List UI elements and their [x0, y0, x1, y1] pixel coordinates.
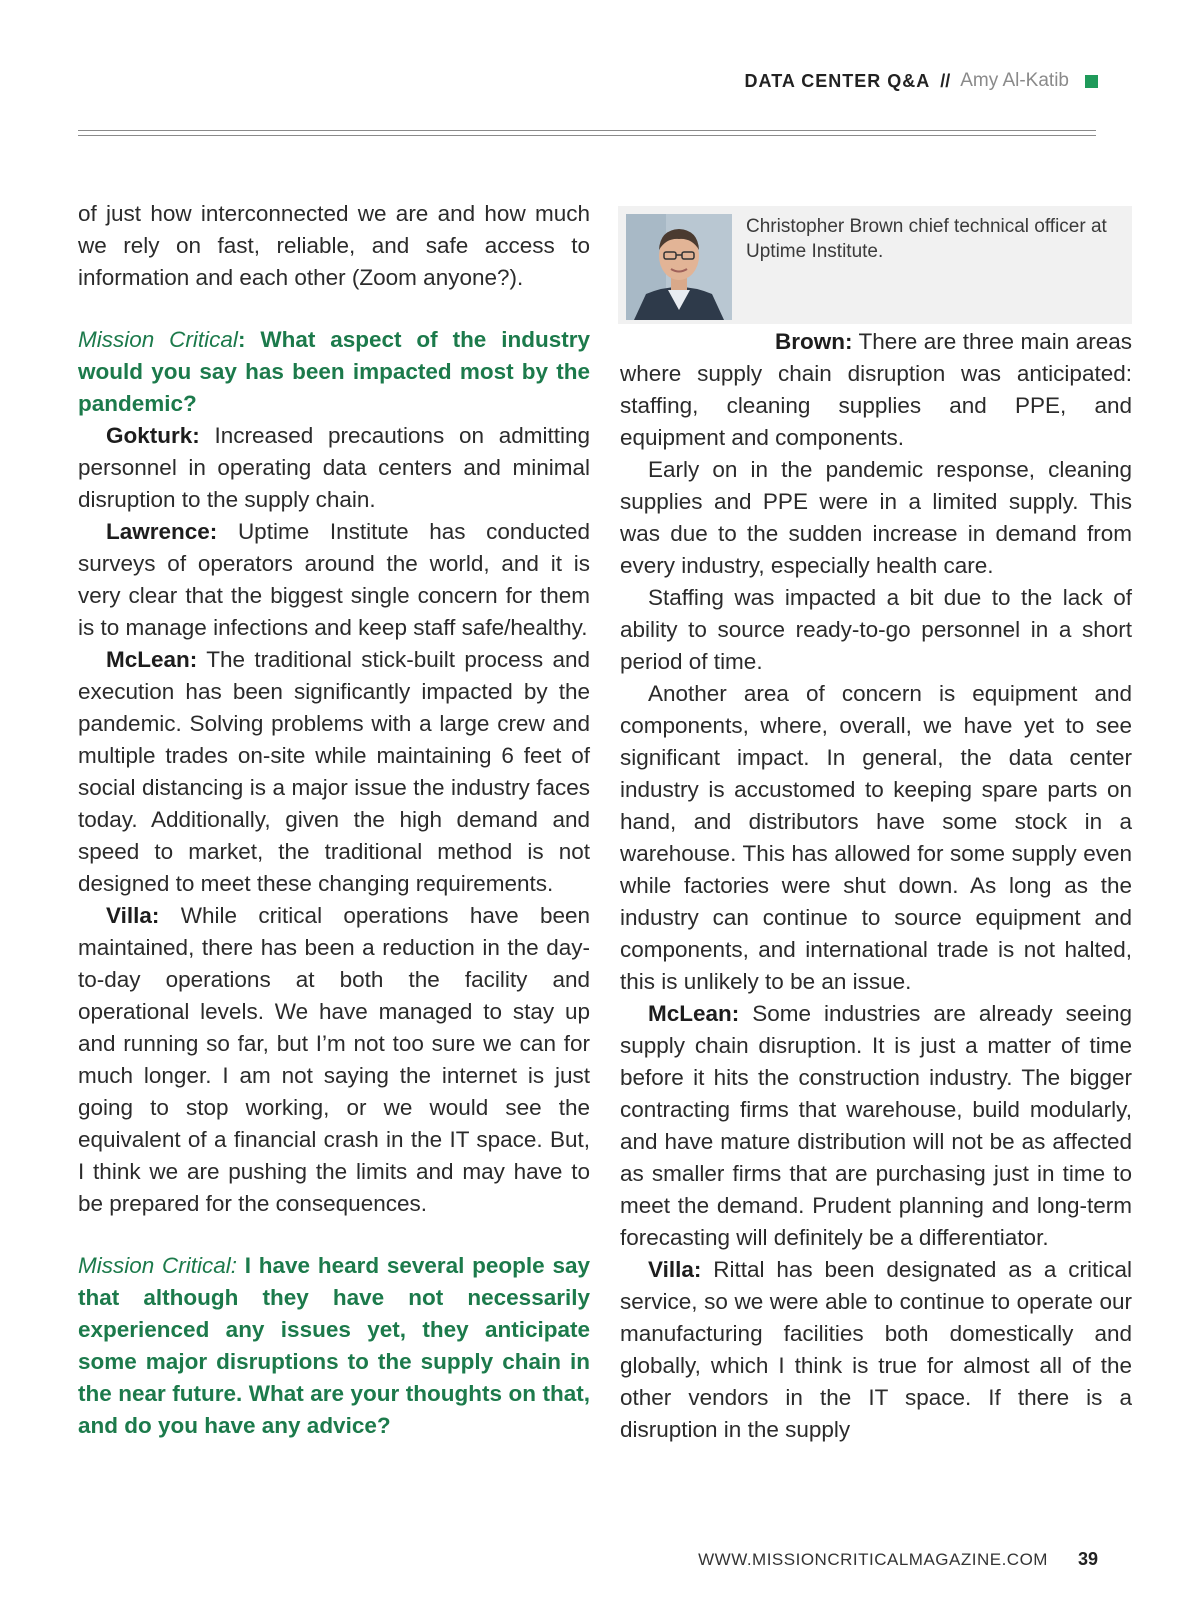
speaker-name: McLean: [106, 647, 198, 672]
paragraph: Staffing was impacted a bit due to the lack of ability to source ready-to-go personnel in a short period of time. [620, 585, 1132, 674]
answer-brown [620, 326, 1132, 454]
green-square-icon [1085, 75, 1098, 88]
answer-lawrence [78, 516, 590, 644]
question-2 [78, 1250, 590, 1442]
photo-caption-box [618, 206, 1132, 324]
intro-paragraph: of just how interconnected we are and how much we rely on fast, reliable, and safe access to information and each other (Zoom anyone?). [78, 201, 590, 290]
answer-text: The traditional stick-built process and execution has been significantly impacted by the pandemic. Solving problems with a large crew and multiple trades on-site while maintaining 6 feet of social distancing is a major issue the industry faces today. Additionally, given the high demand and speed to market, the traditional method is not designed to meet these changing requirements. [78, 647, 590, 896]
answer-mclean-2 [620, 998, 1132, 1254]
answer-villa [78, 900, 590, 1220]
speaker-name: McLean: [648, 1001, 740, 1026]
portrait-photo [626, 214, 732, 320]
spacer [78, 1220, 590, 1250]
spacer [78, 294, 590, 324]
person-portrait-icon [626, 214, 732, 320]
magazine-url[interactable]: WWW.MISSIONCRITICALMAGAZINE.COM [698, 1549, 1048, 1569]
question-label: Mission Critical: [78, 1253, 238, 1278]
speaker-name: Gokturk: [106, 423, 200, 448]
answer-mclean [78, 644, 590, 900]
header-rule-top [78, 130, 1096, 131]
running-header [745, 70, 1098, 92]
photo-caption: Christopher Brown chief technical officer at Uptime Institute. [746, 216, 1107, 262]
author-name: Amy Al-Katib [960, 70, 1069, 91]
answer-text: Rittal has been designated as a critical service, so we were able to continue to operate our manufacturing facilities both domestically and globally, which I think is true for almost all of the other vendors in the IT space. If there is a disruption in the supply [620, 1257, 1132, 1442]
paragraph: Early on in the pandemic response, cleaning supplies and PPE were in a limited supply. This was due to the sudden increase in demand from every industry, especially health care. [620, 457, 1132, 578]
left-column [78, 198, 590, 1442]
speaker-name: Villa: [648, 1257, 702, 1282]
section-title: DATA CENTER Q&A [744, 70, 931, 91]
question-text: : What aspect of the industry would you say has been impacted most by the pandemic? [78, 327, 590, 416]
right-column [620, 326, 1132, 1446]
question-text: I have heard several people say that although they have not necessarily experienced any issues yet, they anticipate some major disruptions to the supply chain in the near future. What are your thoughts on that, and do you have any advice? [78, 1253, 590, 1438]
header-rule-bottom [78, 135, 1096, 136]
speaker-name: Brown: [775, 329, 853, 354]
question-1 [78, 324, 590, 420]
page-footer [698, 1549, 1098, 1570]
answer-text: There are three main areas where supply chain disruption was anticipated: staffing, cleaning supplies and PPE, and equipment and components. [620, 329, 1132, 450]
answer-text: Increased precautions on admitting personnel in operating data centers and minimal disruption to the supply chain. [78, 423, 590, 512]
header-separator: // [940, 70, 951, 91]
speaker-name: Villa: [106, 903, 160, 928]
page-number: 39 [1077, 1549, 1098, 1569]
answer-gokturk [78, 420, 590, 516]
speaker-name: Lawrence: [106, 519, 218, 544]
answer-text: While critical operations have been maintained, there has been a reduction in the day-to-day operations at both the facility and operational levels. We have managed to stay up and running so far, but I’m not too sure we can for much longer. I am not saying the internet is just going to stop working, or we would see the equivalent of a financial crash in the IT space. But, I think we are pushing the limits and may have to be prepared for the consequences. [78, 903, 590, 1216]
answer-villa-2 [620, 1254, 1132, 1446]
answer-text: Some industries are already seeing supply chain disruption. It is just a matter of time before it hits the construction industry. The bigger contracting firms that warehouse, build modularly, and have mature distribution will not be as affected as smaller firms that are purchasing just in time to meet the demand. Prudent planning and long-term forecasting will definitely be a differentiator. [620, 1001, 1132, 1250]
paragraph: Another area of concern is equipment and components, where, overall, we have yet to see significant impact. In general, the data center industry is accustomed to keeping spare parts on hand, and distributors have some stock in a warehouse. This has allowed for some supply even while factories were shut down. As long as the industry can continue to source equipment and components, and international trade is not halted, this is unlikely to be an issue. [620, 681, 1132, 994]
question-label: Mission Critical [78, 327, 238, 352]
answer-text: Uptime Institute has conducted surveys of operators around the world, and it is very clear that the biggest single concern for them is to manage infections and keep staff safe/healthy. [78, 519, 590, 640]
